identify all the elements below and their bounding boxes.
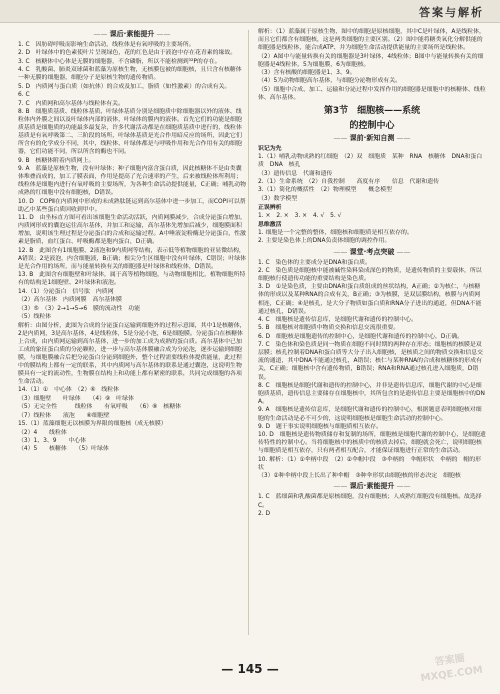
answer-item: （3）1、3、9 中心体 xyxy=(18,438,87,445)
answer-item: 2. 主要是染色体上的DNA负责体细胞的调控作用。 xyxy=(258,238,391,245)
answer-item: 1. C 染色体的主要成分是DNA和蛋白质。 xyxy=(258,259,371,266)
answer-item: （2）A图中与能量转换有关的细胞器是3叶绿体，4线粒体；B图中与能量转换有关的细胞器是4线粒体，5为细胞膜，6为细胞核。 xyxy=(258,53,484,68)
answer-item: （3）细胞壁 叶绿体 （4）⑨ 叶绿体 xyxy=(18,395,134,402)
answer-item: 10. 解析：（1）①伞柄中段 （2）②伞帽中段 ③伞柄的 伞帽形状 伞柄的 帽的形状 xyxy=(258,456,482,471)
answer-item: 1. 细胞是一个完整的整体，细胞核和细胞质是相互依存的。 xyxy=(258,230,413,237)
answer-item: （4）5 核糖体 （5）叶绿体 xyxy=(18,446,109,453)
answer-item: 9. A 细胞核是遗传信息库，是细胞代谢和遗传的控制中心，根据题意表明细胞核对细胞的生命活动是必不可少的，这说明细胞核是细胞生命活动的控制中心。 xyxy=(258,407,482,422)
answer-item: 6. D 细胞核是细胞遗传的控制中心，是细胞代谢和遗传的控制中心，D正确。 xyxy=(258,333,464,340)
header-bar xyxy=(0,0,500,23)
answer-item: （3）⑤ （3）2→1→5→6 膜的流动性 功能 xyxy=(18,305,141,312)
answer-item: 解析：（1）蓝藻属于原核生物，图中的细胞是原核细胞，其中C是叶绿体，A是线粒体，而且它们都含有细胞核，这是两类细胞的主要区别。（2）图中能将糖类氧化分解供能的细胞器是线粒体，能合成ATP、并为细胞生命活动提供能量的主要场所是线粒体。 xyxy=(258,29,485,52)
answer-item: 14.（1）① 中心体 （2）⑥ 线粒体 xyxy=(18,387,120,394)
section-heading: —— 课后·素能提升 —— xyxy=(258,481,486,491)
answer-item: 2. C 染色质是细胞核中能被碱性染料染成深色的物质，是遗传物质的主要载体，所以细胞核行使遗传功能的重要结构是染色质。 xyxy=(258,267,482,282)
page-number-value: 145 xyxy=(237,662,263,676)
chapter-title: 第3节 细胞核——系统 xyxy=(323,105,421,116)
answer-item: （4）5为动物细胞高尔基体，与细胞分泌物形成有关。 xyxy=(258,78,401,85)
answer-item: 解析：由图分析，此图为合成的分泌蛋白运输到细胞外的过程示意图，其中1是核糖体，2是内质网，3是高尔基体，4是线粒体，5是分泌小泡，6是细胞膜。分泌蛋白在核糖体上合成，由内质网运输到高尔基体，进一步的加工成为成熟的蛋白质。高尔基体中已加工成的象征蛋白质的分泌颗粒，进一步与高尔基体膜融合成为分泌泡，逐步运输到细胞膜，与细胞膜融合后把分泌蛋白分泌到细胞外，整个过程需要线粒体提供能量，此过程中的膜结构上都有一定的联系，其中内质网与高尔基体的联系是通过囊泡，这说明生物膜具有一定的流动性，生物膜在结构上和功能上都有紧密的联系，共同完成细胞的各项生命活动。 xyxy=(18,322,246,385)
answer-item: 3. D ①是染色质，主要由DNA和蛋白质组成的丝状结构，A正确；②为核仁，与核糖体的形成以及某种RNA的合成有关，B正确；③为核膜，是双层膜结构，核膜与内质网相连，C正确；④是核孔，是大分子物质如蛋白质和RNA分子进出的通道，但DNA不能通过核孔，D错误。 xyxy=(258,284,482,315)
answer-item: 15.（1）蓝藻细胞无以核膜为界限的细胞核（成无核膜） xyxy=(18,421,167,428)
answer-item: （7）线粒体 液泡 ⑧细胞壁 xyxy=(18,412,110,419)
answer-item: 1. × 2. × 3. × 4. √ 5. √ xyxy=(258,212,342,219)
section-heading: —— 课前·新知自测 —— xyxy=(258,133,486,143)
header-title: 答案与解析 xyxy=(419,6,484,19)
answer-item: 2. D 叶绿体中的色素使叶片呈现绿色，花的红色是由于液泡中存在花青素的缘故。 xyxy=(18,50,237,57)
answer-item: 10. D COPⅡ在内质网中形成的未成熟肽链运到高尔基体中进一步加工，而COPⅠ可以帮助乙中某些蛋白质回收到甲中。 xyxy=(18,198,246,213)
answer-item: 4. C 细胞核是遗传信息库，是细胞代谢和遗传的控制中心。 xyxy=(258,317,417,323)
answer-item: 8. C 细胞核是细胞代谢和遗传的控制中心，并非是遗传信息库，细胞代谢的中心是细胞质基质，遗传信息主要储存在细胞核中，其所包含的是遗传信息主要是细胞核中的DNA。 xyxy=(258,382,485,406)
answer-item: 12. B 此图含有1细胞膜、2液泡和9内质网等结构，表示低等植物细胞的亚显微结构，A错误；2是液泡，内含细胞液，B正确；根尖分生区细胞中没有叶绿体，C错误；叶绿体是光合作用的场所，而与能量转换有关的细胞器是叶绿体和线粒体，D错误。 xyxy=(18,247,246,270)
column-divider xyxy=(248,30,249,635)
answer-item: 1. C 因肪碍呼吸而影响生命活动，线粒体是有氧呼吸的主要场所。 xyxy=(18,42,195,48)
answer-item: 8. B 细胞质基质、线粒体基质、叶绿体基质分别是细胞质中除细胞器以外的液体、线粒体内外膜之间以及叶绿体内部的液体，叶绿体的膜内的液体。首先它们的功能是细胞质基质是细胞质的功能最多最复杂，许多代谢活动都是在细胞质基质中进行的，线粒体基质是有氧呼吸第二、三阶段的场所，叶绿体基质是光合作用暗反应的场所，因此它们所含有的化学成分不同，其中，线粒体、叶绿体都是与呼吸作用和光合作用有关的细胞器，它们功能不同，所以所含的酶也不同。 xyxy=(18,109,242,156)
answer-item: 7. C 内质网和高尔基体与线粒体有关。 xyxy=(18,100,124,107)
answer-item: 2.（1）生命系统 （2）自我控制 高度有序 信息 代谢和遗传 xyxy=(258,178,439,185)
answer-item: 1.（1）哺乳动物成熟的红细胞 （2）双 细胞质 某种 RNA 核糖体 DNA和蛋白质 DNA 核孔 xyxy=(258,154,483,169)
answer-item: （2）高尔基体 内质网膜 高尔基体膜 xyxy=(18,297,122,304)
answer-item: 13. B 此图含有细胞壁和叶绿体，属于高等植物细胞，与动物细胞相比，植物细胞所特有的结构是1细胞壁、2叶绿体和液泡。 xyxy=(18,272,246,287)
watermark-logo: 答案圈 MXQE.COM xyxy=(420,653,484,685)
answer-item: 5. B 细胞核对细胞质中物质交换和信息交流很重要。 xyxy=(258,325,400,332)
subheading: 思维激活 xyxy=(258,221,282,228)
answer-item: （3）数学模型 xyxy=(258,195,298,202)
answer-item: （5）无完全性 线粒体 有氧呼吸 （6）⑧ 核糖体 xyxy=(18,404,181,411)
answer-item: 3.（1）简化的概括性 （2）物理模型 概念模型 xyxy=(258,187,392,194)
answer-item: 6. C xyxy=(18,92,30,99)
answer-item: 5. D 内质网与蛋白质（如抗体）的合成及加工，脂质（如性激素）的合成有关。 xyxy=(18,83,231,90)
answer-item: （3）含有核酸的细胞器是1、3、9。 xyxy=(258,70,356,77)
left-column xyxy=(18,28,246,638)
page-number: — 145 — xyxy=(221,662,279,676)
answer-item: （2）4 线粒体 xyxy=(18,429,67,436)
right-column xyxy=(258,28,486,638)
answer-item: 9. A 蓝藻是原核生物，没有叶绿体；种子细胞内富含蛋白质，因此核糖体不是由类囊体堆叠而成的，加工了膜表面，作用是提高了光合速率的产生，后来被线粒体所利用；线粒体是细胞内进行有氧呼吸的主要场所，为各种生命活动提供能量，C正确；哺乳动物成熟的红细胞中没有细胞核，D错误。 xyxy=(18,166,246,197)
answer-item: 14.（1）分泌蛋白 信号肽 内质网 xyxy=(18,288,114,295)
section-heading: —— 课后·素能提升 —— xyxy=(18,29,246,39)
answer-item: （3）②种伞柄中段上长出了种伞帽 ③种伞形状由细胞核的形态决定 细胞核 xyxy=(258,473,461,480)
answer-item: 2. D xyxy=(258,510,271,517)
answer-item: 11. D 由坐标直方图可看出该细胞生命活动活跃，内质网膜减少，合成分泌蛋白增加，内质网形成的囊泡运往高尔基体，并加工和运输，高尔基体先增加后减少，细胞膜面积增加，说明该生理过程是分泌蛋白的合成和运输过程。A中唾液淀粉酶是分泌蛋白，性激素是脂质，血红蛋白、呼吸酶都是胞内蛋白，D正确。 xyxy=(18,215,246,246)
section-heading: —— 课堂·考点突破 —— xyxy=(258,247,486,257)
answer-item: 9. B 核糖体附着内质网上。 xyxy=(18,157,95,164)
subheading: 正误辨析 xyxy=(258,204,282,211)
subheading: 识记为先 xyxy=(258,145,282,152)
answer-item: （5）细胞中合成、加工、运输和分泌过程中发挥作用的细胞器是细胞中的核糖体、线粒体、高尔基体。 xyxy=(258,86,486,101)
answer-item: 4. C 乳酸菌、肺炎双球菌和蓝藻为原核生物，无核膜包被的细胞核，且只含有核糖体一种无膜的细胞器，细胞分子是原核生物的遗传物质。 xyxy=(18,67,242,82)
answer-item: 7. C 染色体和染色质是同一物质在细胞不同时期的两种存在形态；细胞核的核膜是双层膜；核孔控制着DNA和蛋白质等大分子出入细胞核，是核质之间的物质交换和信息交流的通道，其中DNA不能通过核孔，A错误；核仁与某种RNA的合成和核糖体的形成有关，C正确；细胞核中含有遗传物质，B错误；RNA和RNA通过核孔进入细胞质，D错误。 xyxy=(258,342,484,381)
answer-item: （3）遗传信息 代谢和遗传 xyxy=(258,170,333,177)
answer-item: 3. C 核糖体中心体是无膜的细胞器，不含磷脂，所以不能检测到³²P的存在。 xyxy=(18,58,221,65)
answer-item: （5）线粒体 xyxy=(18,314,52,321)
answer-item: 1. C 蓝细菌和乳酸菌都是原核细胞，没有细胞核；人成熟红细胞没有细胞核。故选择C。 xyxy=(258,494,482,509)
chapter-title: 的控制中心 xyxy=(349,120,395,131)
answer-item: 10. D 细胞核是遗传物质储存和复制的场所，细胞核是细胞代谢的控制中心，是细胞遗传特性的控制中心。当将细胞核中的核质中的核质去掉后，细胞就会死亡，说明细胞核与细胞质是相互依存，只有两者相互配合，才能保证细胞进行正常的生命活动。 xyxy=(258,432,486,455)
answer-item: 9. D 题干事实说明细胞核与细胞质相互依存。 xyxy=(258,423,382,430)
